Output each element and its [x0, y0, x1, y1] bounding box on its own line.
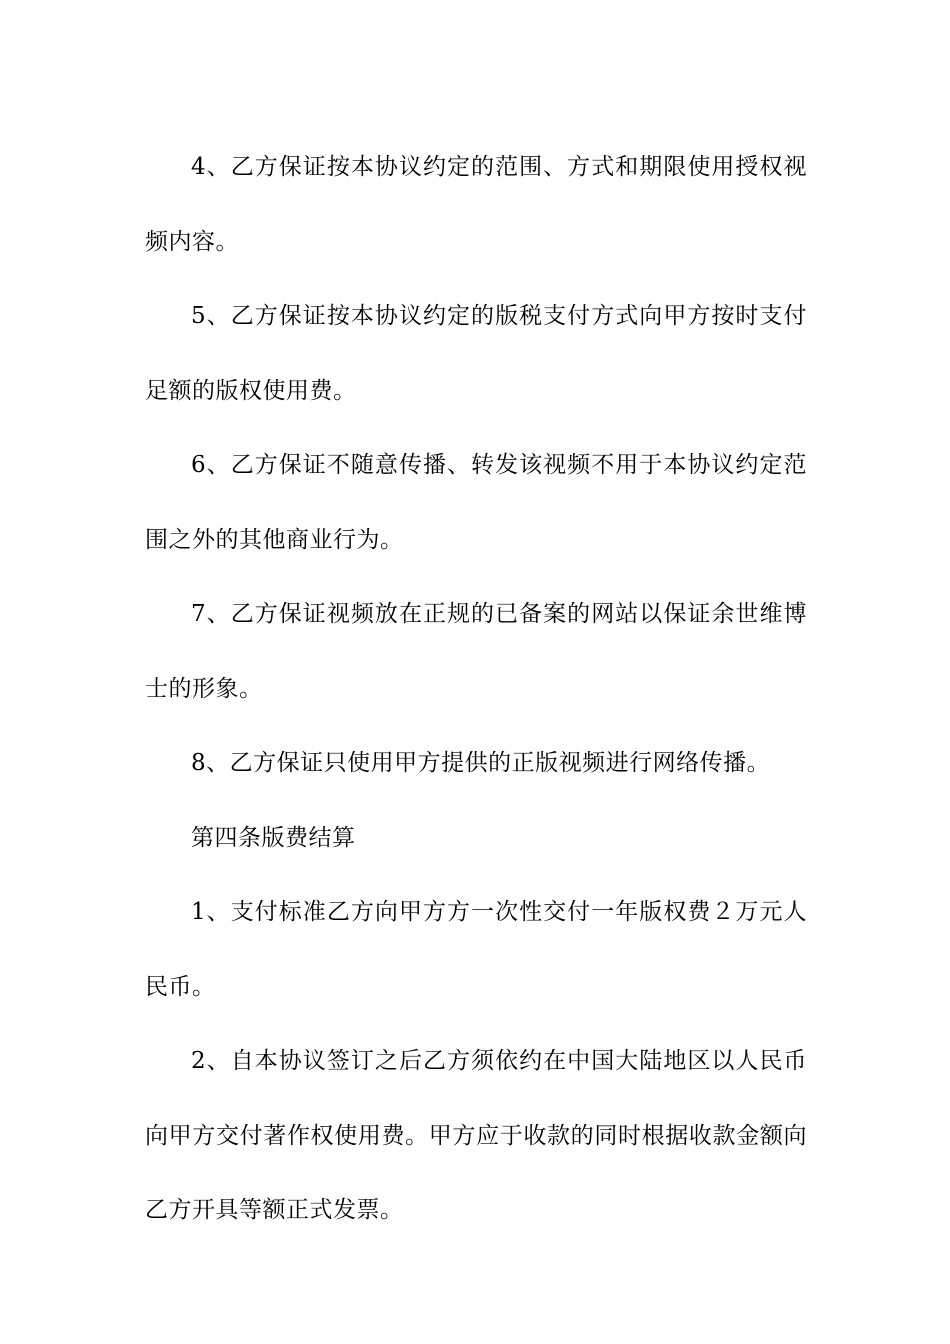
payment-clause-2: 2、自本协议签订之后乙方须依约在中国大陆地区以人民币向甲方交付著作权使用费。甲方应于收款的同时根据收款金额向乙方开具等额正式发票。: [145, 1048, 807, 1223]
clause-6: 6、乙方保证不随意传播、转发该视频不用于本协议约定范围之外的其他商业行为。: [145, 452, 807, 553]
clause-7: 7、乙方保证视频放在正规的已备案的网站以保证余世维博士的形象。: [145, 601, 807, 702]
section-heading-article-4: 第四条版费结算: [191, 824, 356, 851]
document-body: [145, 130, 807, 1248]
clause-4: 4、乙方保证按本协议约定的范围、方式和期限使用授权视频内容。: [145, 154, 807, 255]
payment-clause-1: 1、支付标准乙方向甲方方一次性交付一年版权费２万元人民币。: [145, 899, 807, 1000]
clause-5: 5、乙方保证按本协议约定的版税支付方式向甲方按时支付足额的版权使用费。: [145, 303, 807, 404]
clause-8: 8、乙方保证只使用甲方提供的正版视频进行网络传播。: [191, 750, 771, 776]
